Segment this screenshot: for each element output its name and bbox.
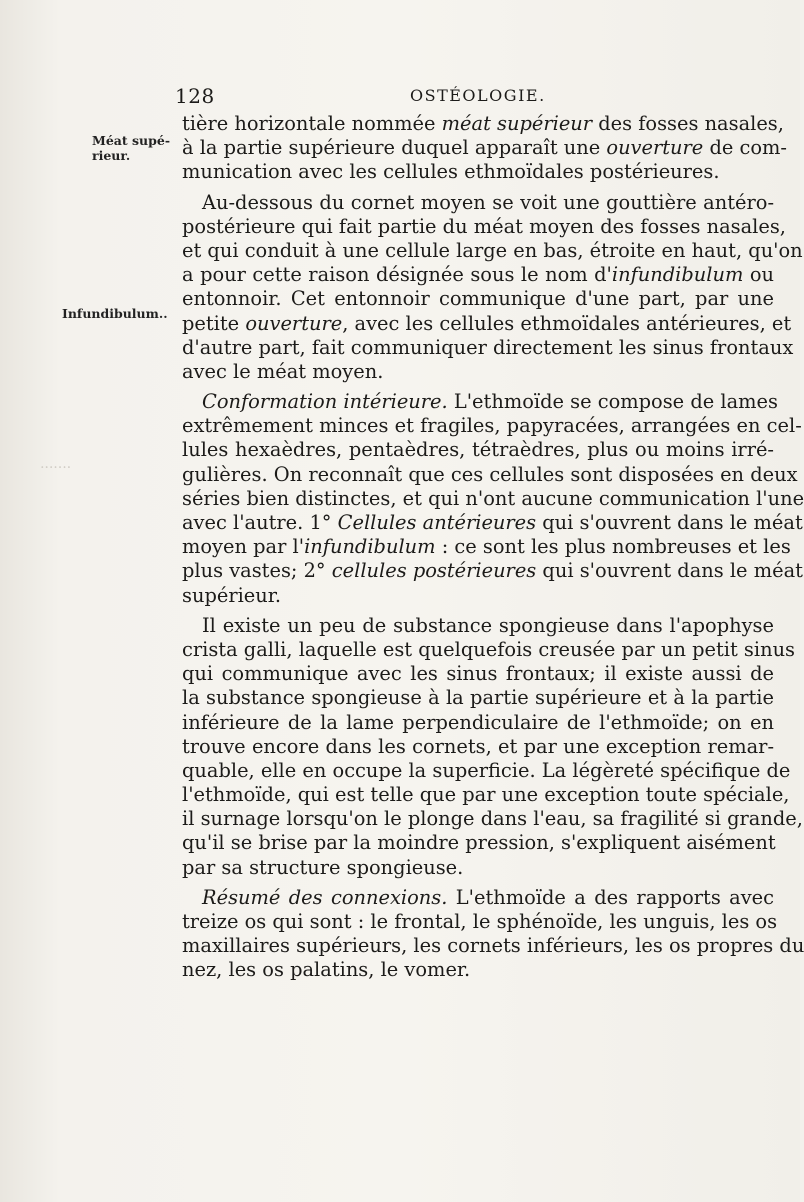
text-line: extrêmement minces et fragiles, papyracées, arrangées en cel- <box>182 414 802 438</box>
text-line: l'ethmoïde, qui est telle que par une exception toute spéciale, <box>182 783 790 807</box>
text-line: tière horizontale nommée méat supérieur des fosses nasales, <box>182 112 784 135</box>
text-line: quable, elle en occupe la superficie. La légèreté spécifique de <box>182 758 791 782</box>
margin-note-infundibulum: Infundibulum.. <box>62 306 168 321</box>
text-line: maxillaires supérieurs, les cornets inférieurs, les os propres du <box>182 934 804 958</box>
text-line: à la partie supérieure duquel apparaît une ouverture de com- <box>182 136 787 160</box>
text-line: avec l'autre. 1° Cellules antérieures qui s'ouvrent dans le méat <box>182 511 803 534</box>
text-line: Au-dessous du cornet moyen se voit une gouttière antéro- <box>202 190 774 214</box>
text-line: plus vastes; 2° cellules postérieures qui s'ouvrent dans le méat <box>182 559 803 583</box>
text-line: qu'il se brise par la moindre pression, s'expliquent aisément <box>182 831 776 855</box>
page-number: 128 <box>175 84 215 108</box>
text-line: postérieure qui fait partie du méat moyen des fosses nasales, <box>182 214 786 238</box>
text-line: inférieure de la lame perpendiculaire de l'ethmoïde; on en <box>182 710 774 734</box>
margin-note-meat-superieur: Méat supé- rieur. <box>92 133 171 163</box>
text-line: qui communique avec les sinus frontaux; il existe aussi de <box>182 662 774 686</box>
text-line: petite ouverture, avec les cellules ethmoïdales antérieures, et <box>182 311 792 335</box>
running-title: OSTÉOLOGIE. <box>410 86 546 105</box>
text-line: avec le méat moyen. <box>182 359 384 383</box>
text-line: gulières. On reconnaît que ces cellules sont disposées en deux <box>182 462 798 486</box>
text-line: treize os qui sont : le frontal, le sphénoïde, les unguis, les os <box>182 910 778 933</box>
text-line: par sa structure spongieuse. <box>182 855 464 879</box>
body-text <box>182 112 804 983</box>
text-line: séries bien distinctes, et qui n'ont aucune communication l'une <box>182 486 804 510</box>
text-line: il surnage lorsqu'on le plonge dans l'eau, sa fragilité si grande, <box>182 807 803 831</box>
text-line: et qui conduit à une cellule large en bas, étroite en haut, qu'on <box>182 238 803 262</box>
text-line: nez, les os palatins, le vomer. <box>182 958 471 982</box>
text-line: trouve encore dans les cornets, et par une exception remar- <box>182 734 774 758</box>
text-line: supérieur. <box>182 583 282 607</box>
text-line: a pour cette raison désignée sous le nom d'infundibulum ou <box>182 263 774 287</box>
text-line: Résumé des connexions. L'ethmoïde a des rapports avec <box>202 885 774 909</box>
text-line: Conformation intérieure. L'ethmoïde se compose de lames <box>202 390 778 414</box>
text-line: munication avec les cellules ethmoïdales postérieures. <box>182 160 720 184</box>
text-line: d'autre part, fait communiquer directement les sinus frontaux <box>182 335 794 359</box>
text-line: moyen par l'infundibulum : ce sont les plus nombreuses et les <box>182 535 791 559</box>
text-line: crista galli, laquelle est quelquefois creusée par un petit sinus <box>182 637 796 661</box>
bleed-through-text: ······· <box>40 460 72 476</box>
text-line: entonnoir. Cet entonnoir communique d'une part, par une <box>182 287 774 311</box>
text-line: Il existe un peu de substance spongieuse dans l'apophyse <box>202 613 774 637</box>
text-line: lules hexaèdres, pentaèdres, tétraèdres, plus ou moins irré- <box>182 438 774 462</box>
text-line: la substance spongieuse à la partie supérieure et à la partie <box>182 686 774 710</box>
page-header <box>175 84 775 112</box>
